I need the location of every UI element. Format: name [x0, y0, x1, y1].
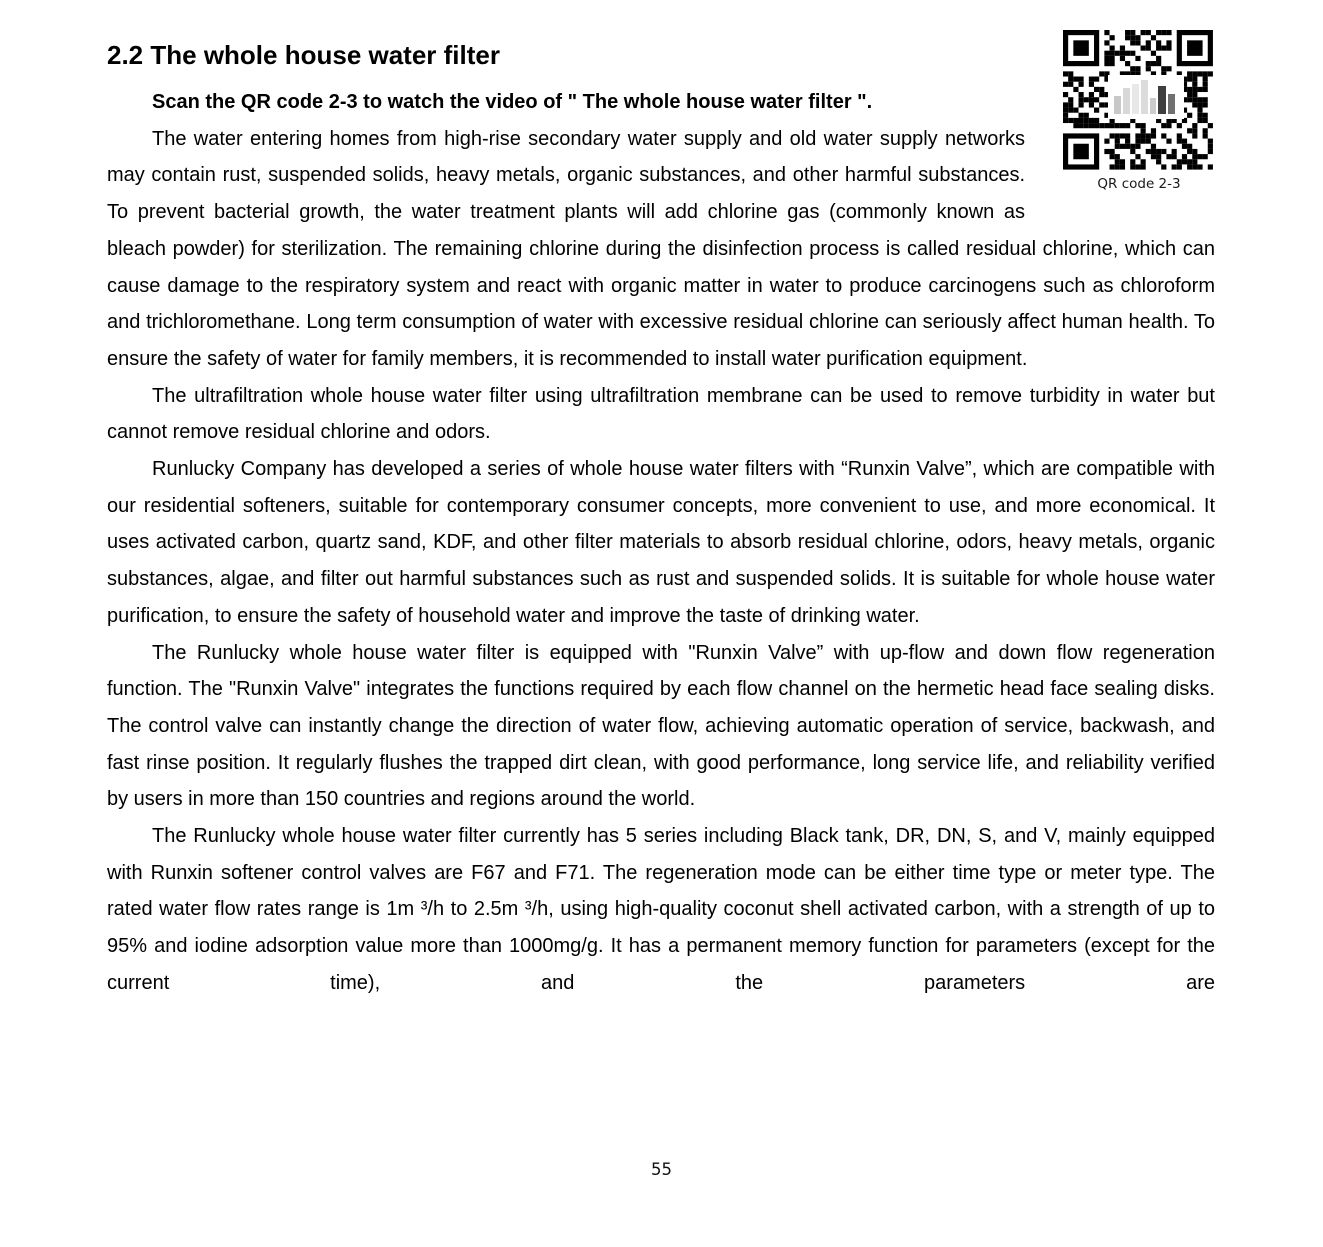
- qr-code-block: [1063, 30, 1215, 192]
- paragraph-five-series: The Runlucky whole house water filter currently has 5 series including Black tank, DR, DN, S, and V, mainly equipped with Runxin softener control valves are F67 and F71. The regeneration mode can be either time type or meter type. The rated water flow rates range is 1m ³/h to 2.5m ³/h, using high-quality coconut shell activated carbon, with a strength of up to 95% and iodine adsorption value more than 1000mg/g. It has a permanent memory function for parameters (except for the current time), and the parameters are: [107, 825, 1215, 994]
- paragraph-ultrafiltration: The ultrafiltration whole house water filter using ultrafiltration membrane can be used to remove turbidity in water but cannot remove residual chlorine and odors.: [107, 384, 1215, 444]
- section-heading: 2.2 The whole house water filter: [107, 40, 500, 70]
- paragraph-runlucky-series: Runlucky Company has developed a series of whole house water filters with “Runxin Valve”, which are compatible with our residential softeners, suitable for contemporary consumer concepts, more convenient to use, and more economical. It uses activated carbon, quartz sand, KDF, and other filter materials to absorb residual chlorine, odors, heavy metals, organic substances, algae, and filter out harmful substances such as rust and suspended solids. It is suitable for whole house water purification, to ensure the safety of household water and improve the taste of drinking water.: [107, 458, 1215, 627]
- paragraph-runxin-valve: The Runlucky whole house water filter is equipped with "Runxin Valve” with up-flow and down flow regeneration function. The "Runxin Valve" integrates the functions required by each flow channel on the hermetic head face sealing disks. The control valve can instantly change the direction of water flow, achieving automatic operation of service, backwash, and fast rinse position. It regularly flushes the trapped dirt clean, with good performance, long service life, and reliability verified by users in more than 150 countries and regions around the world.: [107, 641, 1215, 811]
- qr-code-caption: QR code 2-3: [1097, 176, 1181, 192]
- page-number: 55: [651, 1160, 672, 1179]
- qr-code-image: [1063, 30, 1213, 170]
- paragraph-water-entering: The water entering homes from high-rise secondary water supply and old water supply networks may contain rust, suspended solids, heavy metals, organic substances, and other harmful substances. To prevent bacterial growth, the water treatment plants will add chlorine gas (commonly known as bleach powder) for sterilization. The remaining chlorine during the disinfection process is called residual chlorine, which can cause damage to the respiratory system and react with organic matter in water to produce carcinogens such as chloroform and trichloromethane. Long term consumption of water with excessive residual chlorine can seriously affect human health. To ensure the safety of water for family members, it is recommended to install water purification equipment.: [107, 127, 1215, 370]
- document-content: [107, 30, 1215, 1002]
- scan-instruction-line: Scan the QR code 2-3 to watch the video of " The whole house water filter ".: [152, 91, 873, 113]
